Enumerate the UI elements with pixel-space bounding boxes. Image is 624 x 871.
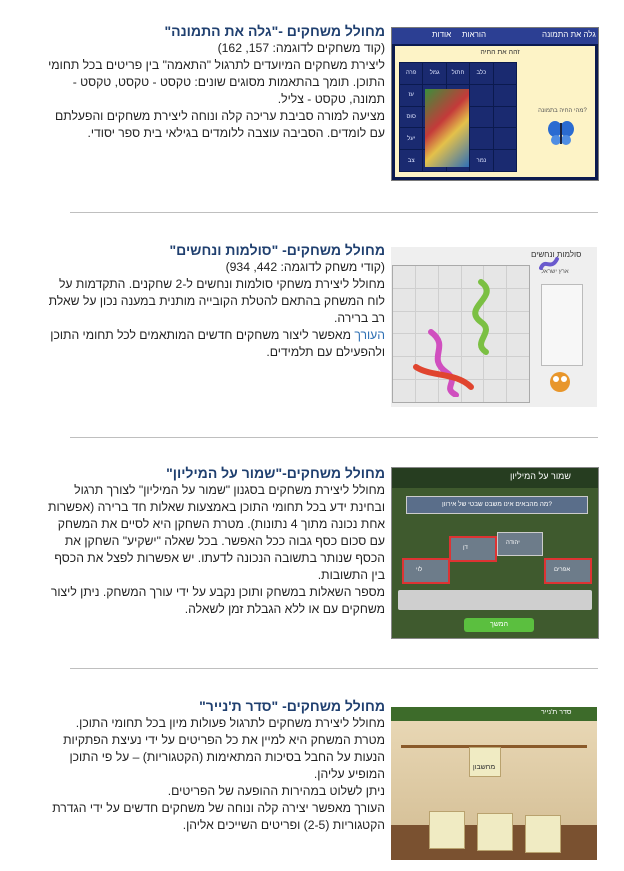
category-pin[interactable] <box>525 815 561 853</box>
section-4-paragraph-2: מטרת המשחק היא למיין את כל הפריטים על ידי נעיצת הפתקיות הנעות על החבל בסיכות המתאימות (הקטגוריות) – על פי התוכן המופיע עליהן. <box>63 733 385 781</box>
section-3-paragraph-1: מחולל ליצירת משחקים בסגנון "שמור על המיליון" לצורך תרגול ובחינת ידע בכל תחומי התוכן באמצעות שאלות חד ברירה (אפשרות אחת נכונה מתוך 4 נתונות). מטרת השחקן היא לסיים את המשחק עם סכום כסף גבוה ככל האפשר. בכל שאלה "ישקיע" השחקן את הכסף שנותר בתשובה הנכונה לדעתו. יש אפשרות לפצל את הכסף בין התשובות. <box>48 483 385 582</box>
thumb-1-animal-image <box>425 89 469 167</box>
section-4-paragraph-4: העורך מאפשר יצירה קלה ונוחה של משחקים חדשים על ידי הגדרת הקטגוריות (2-5) ופריטים השייכים אליהן. <box>52 801 385 832</box>
thumb-2-label2: ארץ ישראל <box>541 269 569 275</box>
section-1-text <box>40 22 385 142</box>
grid-cell[interactable]: צב <box>400 150 422 171</box>
thumb-1-question: זהה את החיה <box>480 49 520 56</box>
continue-button[interactable]: המשך <box>464 618 534 632</box>
thumb-1-tab-about[interactable]: אודות <box>432 30 452 39</box>
section-3-text <box>40 464 385 618</box>
section-4-paragraph-1: מחולל ליצירת משחקים לתרגול פעולות מיון בכל תחומי התוכן. <box>75 716 385 730</box>
thumb-4-header <box>391 707 597 721</box>
thumb-2-dice-panel <box>541 284 583 366</box>
editor-link[interactable]: העורך <box>354 328 385 342</box>
grid-cell[interactable]: גמל <box>423 63 445 84</box>
section-2-thumbnail[interactable] <box>391 247 597 407</box>
grid-cell[interactable]: סוס <box>400 107 422 128</box>
answer-option[interactable]: אפרים <box>544 558 592 584</box>
grid-cell[interactable]: עז <box>400 85 422 106</box>
grid-cell[interactable]: חתול <box>447 63 469 84</box>
section-2-paragraph-1: מחולל ליצירת משחקי סולמות ונחשים ל-2 שחקנים. התקדמות על לוח המשחק בהתאם להטלת הקובייה מותנית במענה נכון על שאלת רב ברירה. <box>48 277 385 325</box>
thumb-4-note-text: מחשבון <box>472 764 496 771</box>
answer-option[interactable]: דן <box>449 536 497 562</box>
snake-logo-icon <box>539 253 561 273</box>
grid-cell[interactable]: יעל <box>400 128 422 149</box>
snakes-icon <box>411 277 521 397</box>
grid-cell[interactable] <box>470 128 492 149</box>
thumb-1-tab-instructions[interactable]: הוראות <box>462 30 487 39</box>
thumb-1-panel <box>395 46 595 177</box>
section-1-thumbnail[interactable] <box>391 27 599 181</box>
separator <box>70 437 598 438</box>
grid-cell[interactable] <box>470 85 492 106</box>
grid-cell[interactable] <box>494 107 516 128</box>
section-4-paragraph-3: ניתן לשלוט במהירות ההופעה של הפריטים. <box>167 784 385 798</box>
thumb-3-question: מה מהבאים אינו משבט שבטי של אירוון? <box>406 496 588 514</box>
grid-cell[interactable]: פרה <box>400 63 422 84</box>
thumb-1-side-text: מהי החיה בתמונה? <box>538 108 587 114</box>
note-card[interactable] <box>469 747 501 777</box>
section-4-text <box>40 697 385 834</box>
section-2-paragraph-2 <box>40 327 385 361</box>
category-pin[interactable] <box>477 813 513 851</box>
section-2-text <box>40 241 385 361</box>
thumb-1-title: גלה את התמונה <box>542 30 596 39</box>
thumb-4-title: סדר ת'נייר <box>541 709 572 716</box>
section-1-paragraph-2: מציעה למורה סביבת עריכה קלה ונוחה ליצירת משחקים והפעלתם עם לומדים. הסביבה עוצבה ללומדים בגילאי בית ספר יסודי. <box>55 109 385 140</box>
answer-option[interactable]: לוי <box>402 558 450 584</box>
answer-option[interactable]: יהודה <box>497 532 543 556</box>
grid-cell[interactable] <box>494 150 516 171</box>
category-pin[interactable] <box>429 811 465 849</box>
section-3-thumbnail[interactable] <box>391 467 599 639</box>
butterfly-icon <box>547 120 575 146</box>
section-2-paragraph-2-rest: מאפשר ליצור משחקים חדשים המותאמים לכל תחומי התוכן ולהפעילם עם תלמידים. <box>50 328 385 359</box>
section-1-title: מחולל משחקים -"גלה את התמונה" <box>164 23 385 39</box>
section-2-subtitle: (קודי משחק לדוגמה: 442, 934) <box>225 260 385 274</box>
grid-cell[interactable] <box>494 128 516 149</box>
section-4-thumbnail[interactable] <box>391 707 597 860</box>
section-4-title: מחולל משחקים- "סדר ת'נייר" <box>199 698 385 714</box>
grid-cell[interactable] <box>470 107 492 128</box>
separator <box>70 212 598 213</box>
section-1-subtitle: (קוד משחקים לדוגמה: 157, 162) <box>217 41 385 55</box>
thumb-1-title-bar <box>392 28 598 44</box>
grid-cell[interactable]: כלב <box>470 63 492 84</box>
section-3-title: מחולל משחקים-"שמור על המיליון" <box>166 465 385 481</box>
section-3-paragraph-2: מספר השאלות במשחק ותוכן נקבע על ידי עורך המשחק. ניתן ליצור משחקים עם או ללא הגבלת זמן לשאלה. <box>50 585 385 616</box>
thumb-3-top-bar <box>392 468 598 488</box>
separator <box>70 668 598 669</box>
section-2-title: מחולל משחקים- "סולמות ונחשים" <box>169 242 385 258</box>
owl-icon <box>547 367 573 393</box>
thumb-3-title: שמור על המיליון <box>510 471 571 481</box>
section-1-paragraph-1: ליצירת משחקים המיועדים לתרגול "התאמה" בין פריטים בכל תחומי התוכן. תומך בהתאמות מסוגים שונים: טקסט - טקסט, טקסט - תמונה, טקסט - צליל. <box>48 58 385 106</box>
grid-cell[interactable] <box>494 85 516 106</box>
grid-cell[interactable]: נמר <box>470 150 492 171</box>
thumb-2-label: סולמות ונחשים <box>531 250 582 259</box>
grid-cell[interactable] <box>494 63 516 84</box>
thumb-3-table <box>398 590 592 610</box>
